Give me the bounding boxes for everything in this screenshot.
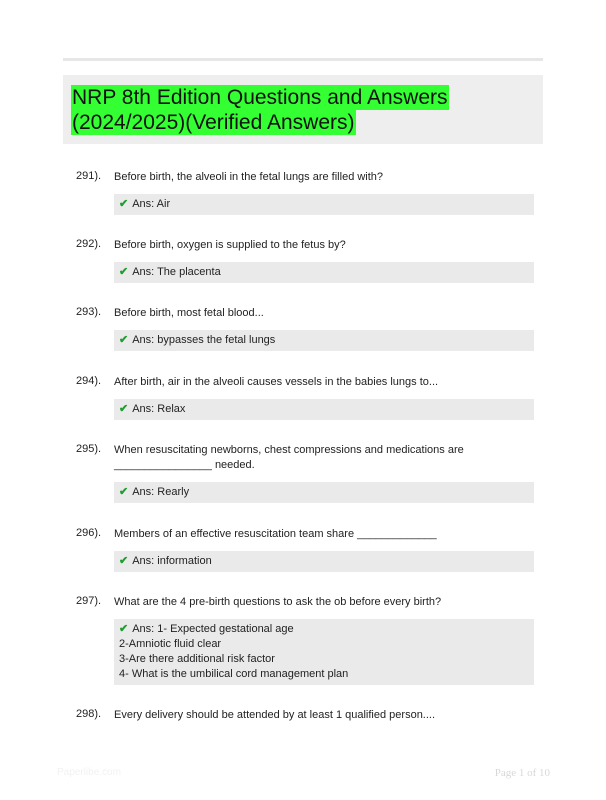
question-number: 293). — [76, 306, 102, 318]
page-title — [71, 85, 449, 135]
question-text: When resuscitating newborns, chest compressions and medications are ________________ needed. — [114, 444, 464, 471]
answer-line — [119, 622, 530, 637]
question-number: 292). — [76, 238, 102, 250]
answer-text: Ans: Rearly — [132, 486, 190, 498]
answer-text: Ans: 1- Expected gestational age — [132, 623, 294, 635]
question-text: Members of an effective resuscitation team share _____________ — [114, 528, 437, 540]
answer-box — [114, 194, 534, 215]
question-text: Before birth, the alveoli in the fetal lungs are filled with? — [114, 171, 384, 183]
check-icon: ✔ — [119, 555, 129, 567]
answer-text: Ans: bypasses the fetal lungs — [132, 334, 276, 346]
answer-text: Ans: The placenta — [132, 266, 221, 278]
question-number: 294). — [76, 375, 102, 387]
check-icon: ✔ — [119, 334, 129, 346]
footer-watermark: Paperlibe.com — [57, 767, 121, 778]
answer-box — [114, 330, 534, 351]
question-text: After birth, air in the alveoli causes vessels in the babies lungs to... — [114, 376, 439, 388]
title-line-1: NRP 8th Edition Questions and Answers — [72, 86, 448, 109]
question-text: Every delivery should be attended by at least 1 qualified person.... — [114, 709, 436, 721]
question-text: What are the 4 pre-birth questions to ask the ob before every birth? — [114, 596, 442, 608]
answer-box — [114, 619, 534, 685]
question-number: 298). — [76, 708, 102, 720]
title-line-2: (2024/2025)(Verified Answers) — [72, 111, 355, 134]
answer-text: Ans: Air — [132, 198, 171, 210]
page-indicator: Page 1 of 10 — [494, 767, 550, 779]
question-text: Before birth, most fetal blood... — [114, 307, 264, 319]
answer-line: 3-Are there additional risk factor — [119, 653, 275, 665]
question-number: 297). — [76, 595, 102, 607]
check-icon: ✔ — [119, 486, 129, 498]
question-text: Before birth, oxygen is supplied to the fetus by? — [114, 239, 346, 251]
answer-box — [114, 551, 534, 572]
title-banner — [63, 75, 543, 144]
question-number: 295). — [76, 443, 102, 455]
answer-box — [114, 482, 534, 503]
top-divider — [63, 58, 543, 61]
question-number: 291). — [76, 170, 102, 182]
answer-line: 4- What is the umbilical cord management plan — [119, 668, 349, 680]
answer-text: Ans: Relax — [132, 403, 186, 415]
answer-box — [114, 399, 534, 420]
question-number: 296). — [76, 527, 102, 539]
check-icon: ✔ — [119, 266, 129, 278]
check-icon: ✔ — [119, 623, 129, 635]
answer-box — [114, 262, 534, 283]
check-icon: ✔ — [119, 198, 129, 210]
check-icon: ✔ — [119, 403, 129, 415]
answer-line: 2-Amniotic fluid clear — [119, 638, 222, 650]
answer-text: Ans: information — [132, 555, 212, 567]
